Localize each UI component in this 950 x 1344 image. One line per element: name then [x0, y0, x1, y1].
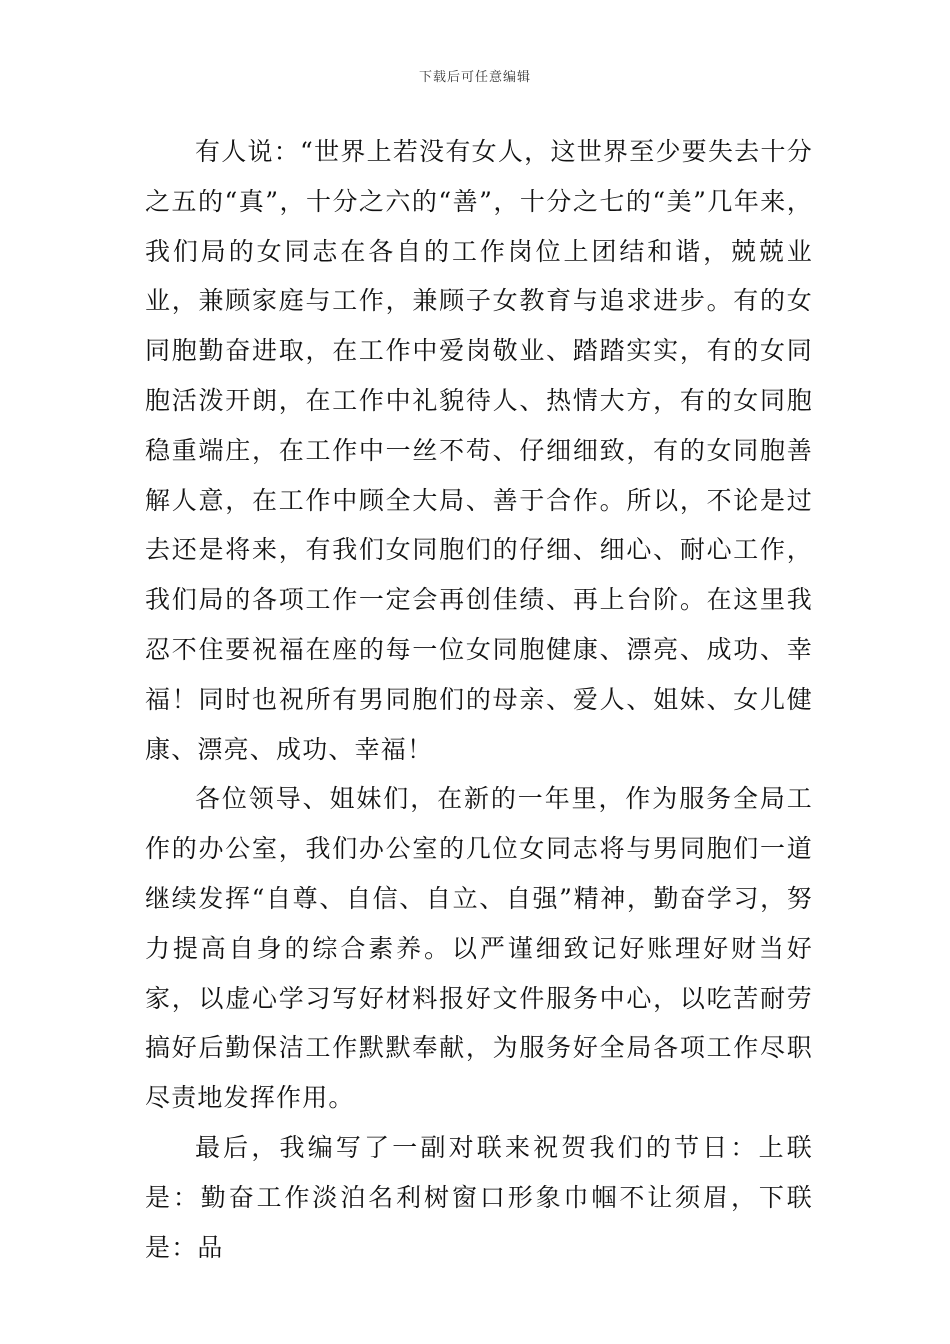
- paragraph-3: 最后，我编写了一副对联来祝贺我们的节日：上联是：勤奋工作淡泊名利树窗口形象巾帼不让须眉，下联是：品: [145, 1132, 813, 1262]
- paragraph-1: 有人说：“世界上若没有女人，这世界至少要失去十分之五的“真”，十分之六的“善”，十分之七的“美”几年来，我们局的女同志在各自的工作岗位上团结和谐，兢兢业业，兼顾家庭与工作，兼顾子女教育与追求进步。有的女同胞勤奋进取，在工作中爱岗敬业、踏踏实实，有的女同胞活泼开朗，在工作中礼貌待人、热情大方，有的女同胞稳重端庄，在工作中一丝不苟、仔细细致，有的女同胞善解人意，在工作中顾全大局、善于合作。所以，不论是过去还是将来，有我们女同胞们的仔细、细心、耐心工作，我们局的各项工作一定会再创佳绩、再上台阶。在这里我忍不住要祝福在座的每一位女同胞健康、漂亮、成功、幸福！同时也祝所有男同胞们的母亲、爱人、姐妹、女儿健康、漂亮、成功、幸福！: [145, 137, 813, 764]
- paragraph-2: 各位领导、姐妹们，在新的一年里，作为服务全局工作的办公室，我们办公室的几位女同志将与男同胞们一道继续发挥“自尊、自信、自立、自强”精神，勤奋学习，努力提高自身的综合素养。以严谨细致记好账理好财当好家，以虚心学习写好材料报好文件服务中心，以吃苦耐劳搞好后勤保洁工作默默奉献，为服务好全局各项工作尽职尽责地发挥作用。: [145, 784, 813, 1113]
- document-body: [145, 127, 813, 1272]
- page-header-note: 下载后可任意编辑: [418, 70, 531, 85]
